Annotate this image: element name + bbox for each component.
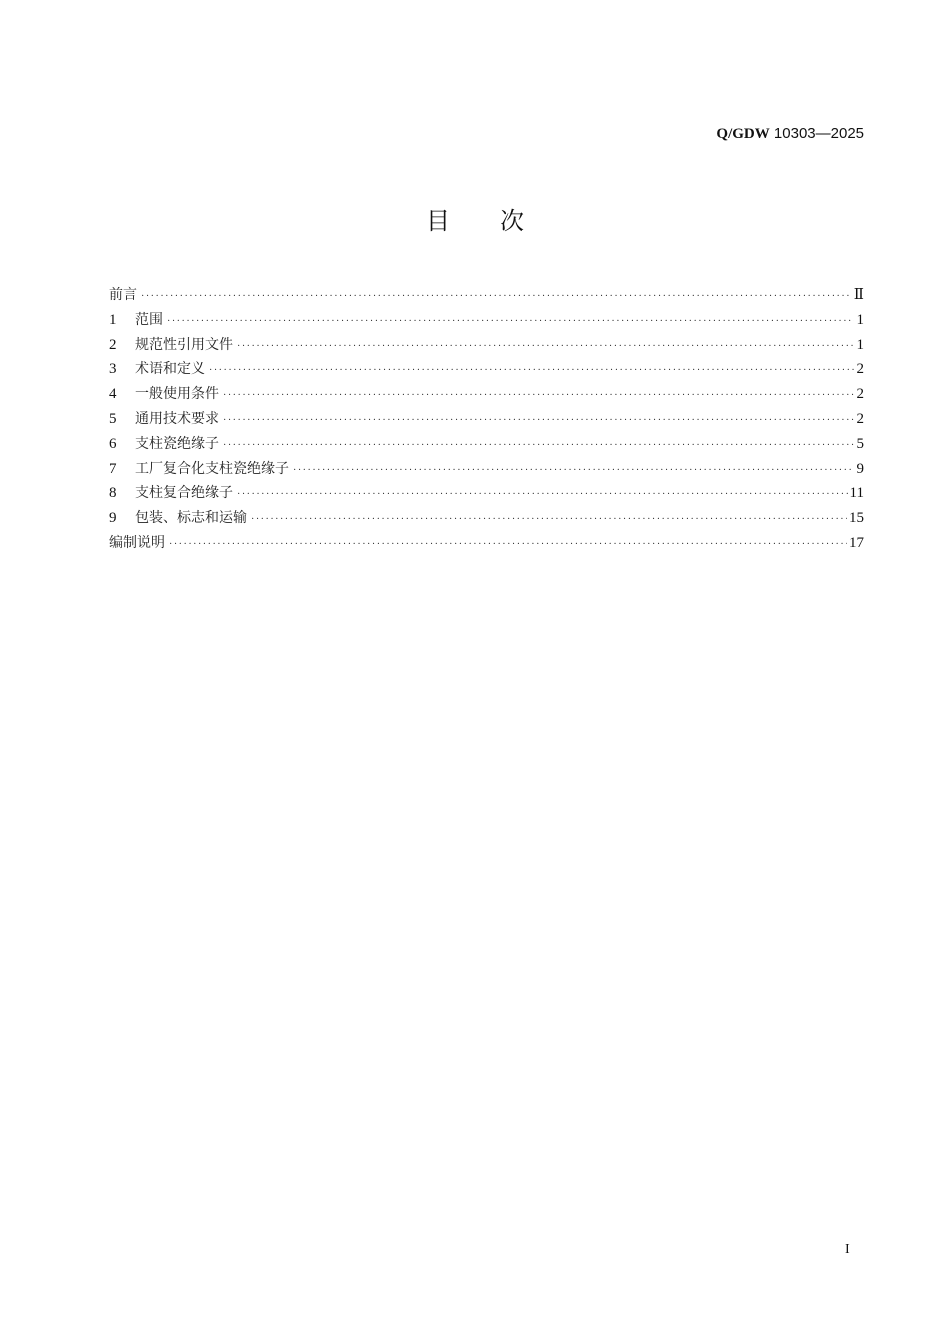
document-code-number: 10303—2025 — [769, 125, 864, 142]
page-title: 目次 — [426, 207, 574, 235]
toc-entry-label: 工厂复合化支柱瓷绝缘子 — [135, 460, 289, 477]
toc-entry[interactable] — [109, 408, 864, 433]
toc-entry[interactable] — [109, 284, 864, 309]
toc-entry-number: 3 — [109, 361, 117, 378]
toc-entry-number: 6 — [109, 435, 117, 452]
toc-entry-page: 15 — [849, 510, 864, 527]
toc-entry-label: 规范性引用文件 — [135, 336, 233, 353]
toc-entry[interactable] — [109, 309, 864, 334]
toc-entry-page: 2 — [856, 386, 864, 403]
toc-entry-label: 支柱复合绝缘子 — [135, 485, 233, 502]
toc-entry-page: 5 — [856, 435, 864, 452]
toc-leader-dots — [237, 341, 854, 352]
toc-entry-number: 1 — [109, 311, 117, 328]
toc-entry-page: 1 — [856, 311, 864, 328]
toc-entry[interactable] — [109, 458, 864, 483]
toc-entry-number: 9 — [109, 510, 117, 527]
toc-entry-page: 11 — [849, 485, 864, 502]
toc-entry-label: 前言 — [109, 287, 137, 303]
toc-entry[interactable] — [109, 433, 864, 458]
toc-entry-label: 范围 — [135, 311, 163, 328]
toc-leader-dots — [237, 489, 848, 500]
toc-entry-page: 1 — [856, 336, 864, 353]
toc-entry-label: 通用技术要求 — [135, 410, 219, 427]
toc-entry[interactable] — [109, 507, 864, 532]
toc-entry-number: 8 — [109, 485, 117, 502]
toc-leader-dots — [141, 291, 852, 302]
toc-entry-number: 4 — [109, 386, 117, 403]
toc-entry[interactable] — [109, 532, 864, 557]
toc-leader-dots — [223, 440, 854, 451]
toc-entry-page: 17 — [849, 534, 864, 551]
toc-entry-number: 5 — [109, 410, 117, 427]
toc-leader-dots — [251, 514, 847, 525]
toc-entry-label: 编制说明 — [109, 534, 165, 551]
toc-leader-dots — [169, 539, 847, 550]
toc-entry-label: 一般使用条件 — [135, 386, 219, 403]
toc-entry-page: 9 — [856, 460, 864, 477]
toc-leader-dots — [223, 390, 854, 401]
toc-entry-label: 支柱瓷绝缘子 — [135, 435, 219, 452]
toc-leader-dots — [223, 415, 854, 426]
toc-entry[interactable] — [109, 358, 864, 383]
toc-entry-label: 术语和定义 — [135, 361, 205, 378]
toc-leader-dots — [293, 465, 854, 476]
toc-entry-page: 2 — [856, 361, 864, 378]
toc-entry-page: 2 — [856, 410, 864, 427]
document-code — [716, 124, 864, 144]
document-code-prefix: Q/GDW — [716, 126, 770, 142]
toc-leader-dots — [167, 316, 854, 327]
table-of-contents — [109, 284, 864, 557]
toc-entry-number: 7 — [109, 460, 117, 477]
toc-entry[interactable] — [109, 383, 864, 408]
toc-entry[interactable] — [109, 482, 864, 507]
toc-entry-number: 2 — [109, 336, 117, 353]
toc-entry-label: 包装、标志和运输 — [135, 510, 247, 527]
page-number: I — [845, 1242, 850, 1257]
toc-entry-page: Ⅱ — [853, 287, 864, 303]
toc-entry[interactable] — [109, 334, 864, 359]
toc-leader-dots — [209, 365, 854, 376]
